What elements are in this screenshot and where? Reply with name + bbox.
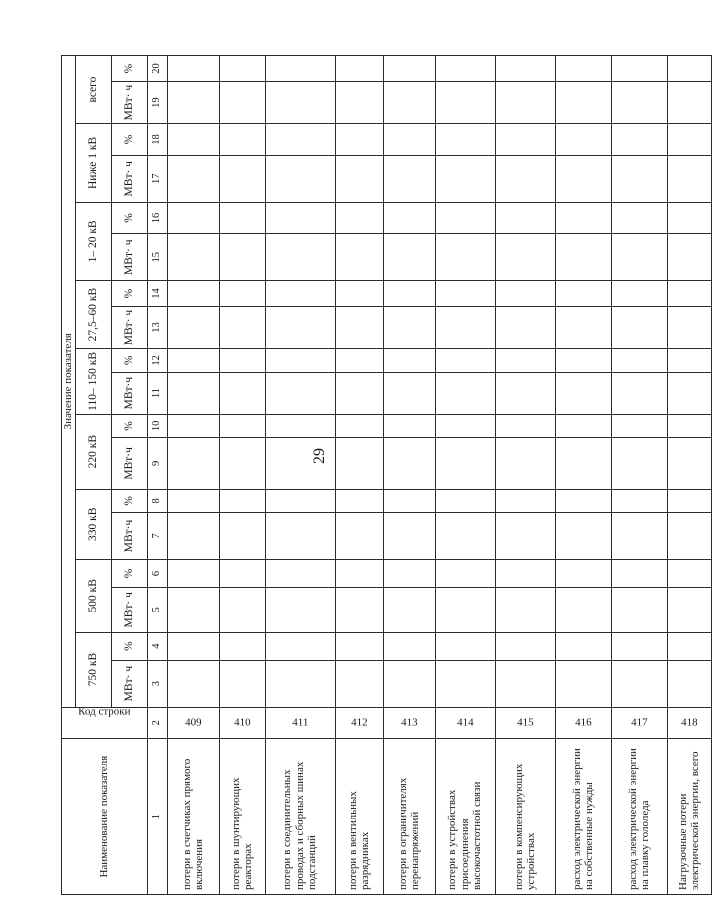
value-cell[interactable] bbox=[611, 155, 667, 202]
value-cell[interactable] bbox=[219, 82, 265, 124]
value-cell[interactable] bbox=[167, 438, 219, 490]
value-cell[interactable] bbox=[495, 414, 555, 437]
row-code: 413 bbox=[400, 716, 418, 729]
value-cell[interactable] bbox=[167, 632, 219, 660]
value-cell[interactable] bbox=[265, 202, 335, 234]
value-cell[interactable] bbox=[555, 56, 611, 82]
row-name: потери в компенсирующих устройствах bbox=[495, 739, 555, 895]
value-cell[interactable] bbox=[167, 202, 219, 234]
value-cell[interactable] bbox=[495, 588, 555, 633]
voltage-header-500: 500 кВ bbox=[75, 559, 111, 632]
value-cell[interactable] bbox=[383, 234, 435, 281]
value-cell[interactable] bbox=[667, 281, 711, 307]
value-cell[interactable] bbox=[495, 234, 555, 281]
rotated-form-table bbox=[61, 55, 702, 895]
value-cell[interactable] bbox=[495, 632, 555, 660]
value-cell[interactable] bbox=[435, 660, 495, 707]
column-number: 19 bbox=[147, 82, 167, 124]
row-code: 412 bbox=[350, 716, 368, 729]
table-row bbox=[265, 56, 335, 895]
value-cell[interactable] bbox=[335, 124, 383, 156]
value-cell[interactable] bbox=[611, 372, 667, 414]
value-cell[interactable] bbox=[167, 660, 219, 707]
value-cell[interactable] bbox=[265, 82, 335, 124]
value-cell[interactable] bbox=[555, 281, 611, 307]
value-cell[interactable] bbox=[383, 489, 435, 512]
value-cell[interactable] bbox=[383, 281, 435, 307]
value-cell[interactable] bbox=[265, 513, 335, 560]
value-cell[interactable] bbox=[611, 559, 667, 587]
unit-pct-110-150: % bbox=[111, 349, 147, 372]
table-row bbox=[611, 56, 667, 895]
column-number: 18 bbox=[147, 124, 167, 156]
row-code-cell bbox=[435, 707, 495, 739]
row-name: потери в счетчиках прямого включения bbox=[167, 739, 219, 895]
value-cell[interactable] bbox=[219, 372, 265, 414]
value-cell[interactable] bbox=[435, 372, 495, 414]
value-cell[interactable] bbox=[667, 124, 711, 156]
row-code-cell bbox=[219, 707, 265, 739]
row-code-cell bbox=[383, 707, 435, 739]
value-cell[interactable] bbox=[495, 513, 555, 560]
value-cell[interactable] bbox=[265, 56, 335, 82]
row-name: потери в вентильных разрядниках bbox=[335, 739, 383, 895]
value-cell[interactable] bbox=[219, 438, 265, 490]
row-code-cell bbox=[611, 707, 667, 739]
value-cell[interactable] bbox=[167, 372, 219, 414]
value-group-header: Значение показателя bbox=[62, 56, 76, 708]
unit-pct-750: % bbox=[111, 632, 147, 660]
column-number: 10 bbox=[147, 414, 167, 437]
column-number: 15 bbox=[147, 234, 167, 281]
value-cell[interactable] bbox=[383, 438, 435, 490]
row-code-cell bbox=[667, 707, 711, 739]
value-cell[interactable] bbox=[611, 489, 667, 512]
value-cell[interactable] bbox=[335, 438, 383, 490]
row-name: потери в соединительных проводах и сборных шинах подстанций bbox=[265, 739, 335, 895]
row-code: 409 bbox=[184, 716, 202, 729]
value-cell[interactable] bbox=[219, 349, 265, 372]
value-cell[interactable] bbox=[611, 281, 667, 307]
unit-mwh-750: МВт· ч bbox=[111, 660, 147, 707]
value-cell[interactable] bbox=[667, 202, 711, 234]
value-cell[interactable] bbox=[495, 155, 555, 202]
row-name: потери в ограничителях перенапряжений bbox=[383, 739, 435, 895]
value-cell[interactable] bbox=[167, 513, 219, 560]
value-cell[interactable] bbox=[495, 281, 555, 307]
value-cell[interactable] bbox=[219, 489, 265, 512]
value-cell[interactable] bbox=[265, 559, 335, 587]
unit-mwh-220: МВт·ч bbox=[111, 438, 147, 490]
row-code-cell bbox=[265, 707, 335, 739]
column-number: 7 bbox=[147, 513, 167, 560]
table-row bbox=[383, 56, 435, 895]
value-cell[interactable] bbox=[435, 202, 495, 234]
value-cell[interactable] bbox=[667, 56, 711, 82]
name-header: Наименование показателя bbox=[62, 739, 148, 895]
row-code: 411 bbox=[292, 716, 309, 729]
value-cell[interactable] bbox=[555, 489, 611, 512]
unit-mwh-330: МВт·ч bbox=[111, 513, 147, 560]
column-number: 9 bbox=[147, 438, 167, 490]
value-cell[interactable] bbox=[383, 349, 435, 372]
value-cell[interactable] bbox=[555, 372, 611, 414]
value-cell[interactable] bbox=[667, 588, 711, 633]
value-cell[interactable] bbox=[555, 155, 611, 202]
value-cell[interactable] bbox=[383, 56, 435, 82]
value-cell[interactable] bbox=[167, 155, 219, 202]
value-cell[interactable] bbox=[435, 438, 495, 490]
value-cell[interactable] bbox=[335, 414, 383, 437]
unit-pct-27-60: % bbox=[111, 281, 147, 307]
value-cell[interactable] bbox=[265, 489, 335, 512]
unit-mwh-below-1: МВт· ч bbox=[111, 155, 147, 202]
value-cell[interactable] bbox=[667, 349, 711, 372]
value-cell[interactable] bbox=[435, 588, 495, 633]
column-number: 14 bbox=[147, 281, 167, 307]
value-cell[interactable] bbox=[555, 513, 611, 560]
row-code: 410 bbox=[233, 716, 251, 729]
value-cell[interactable] bbox=[335, 281, 383, 307]
value-cell[interactable] bbox=[383, 155, 435, 202]
voltage-header-110-150: 110– 150 кВ bbox=[75, 349, 111, 415]
voltage-header-below-1: Ниже 1 кВ bbox=[75, 124, 111, 202]
row-code-cell bbox=[495, 707, 555, 739]
value-cell[interactable] bbox=[667, 489, 711, 512]
value-cell[interactable] bbox=[335, 349, 383, 372]
row-code: 417 bbox=[630, 716, 648, 729]
value-cell[interactable] bbox=[167, 489, 219, 512]
unit-mwh-total: МВт· ч bbox=[111, 82, 147, 124]
value-cell[interactable] bbox=[667, 559, 711, 587]
value-cell[interactable] bbox=[435, 82, 495, 124]
value-cell[interactable] bbox=[667, 306, 711, 348]
value-cell[interactable] bbox=[167, 588, 219, 633]
value-cell[interactable] bbox=[611, 82, 667, 124]
row-code: 414 bbox=[456, 716, 474, 729]
unit-mwh-500: МВт· ч bbox=[111, 588, 147, 633]
row-code-cell bbox=[167, 707, 219, 739]
column-number: 8 bbox=[147, 489, 167, 512]
value-cell[interactable] bbox=[383, 82, 435, 124]
row-code: 418 bbox=[680, 716, 698, 729]
value-cell[interactable] bbox=[667, 155, 711, 202]
value-cell[interactable] bbox=[555, 202, 611, 234]
value-cell[interactable] bbox=[611, 234, 667, 281]
value-cell[interactable] bbox=[383, 124, 435, 156]
row-name: расход электрической энергии на плавку гололеда bbox=[611, 739, 667, 895]
value-cell[interactable] bbox=[335, 155, 383, 202]
value-cell[interactable] bbox=[435, 124, 495, 156]
value-cell[interactable] bbox=[219, 234, 265, 281]
unit-pct-1-20: % bbox=[111, 202, 147, 234]
table-row bbox=[167, 56, 219, 895]
value-cell[interactable] bbox=[435, 234, 495, 281]
value-cell[interactable] bbox=[667, 632, 711, 660]
value-cell[interactable] bbox=[495, 124, 555, 156]
value-cell[interactable] bbox=[335, 202, 383, 234]
value-cell[interactable] bbox=[167, 281, 219, 307]
value-cell[interactable] bbox=[335, 660, 383, 707]
row-code-cell bbox=[335, 707, 383, 739]
row-name: потери в шунтирующих реакторах bbox=[219, 739, 265, 895]
value-cell[interactable] bbox=[667, 372, 711, 414]
column-number: 5 bbox=[147, 588, 167, 633]
value-cell[interactable] bbox=[335, 56, 383, 82]
value-cell[interactable] bbox=[335, 306, 383, 348]
value-cell[interactable] bbox=[335, 489, 383, 512]
voltage-header-total: всего bbox=[75, 56, 111, 124]
unit-mwh-110-150: МВт·ч bbox=[111, 372, 147, 414]
value-cell[interactable] bbox=[555, 306, 611, 348]
value-cell[interactable] bbox=[265, 234, 335, 281]
voltage-header-1-20: 1– 20 кВ bbox=[75, 202, 111, 280]
value-cell[interactable] bbox=[219, 660, 265, 707]
value-cell[interactable] bbox=[383, 559, 435, 587]
value-cell[interactable] bbox=[265, 281, 335, 307]
unit-pct-220: % bbox=[111, 414, 147, 437]
indicator-table bbox=[61, 55, 712, 895]
value-cell[interactable] bbox=[435, 155, 495, 202]
value-cell[interactable] bbox=[611, 660, 667, 707]
value-cell[interactable] bbox=[495, 372, 555, 414]
value-cell[interactable] bbox=[435, 306, 495, 348]
value-cell[interactable] bbox=[555, 349, 611, 372]
value-cell[interactable] bbox=[495, 306, 555, 348]
value-cell[interactable] bbox=[219, 202, 265, 234]
value-cell[interactable] bbox=[219, 124, 265, 156]
value-cell[interactable] bbox=[495, 82, 555, 124]
table-row bbox=[555, 56, 611, 895]
value-cell[interactable] bbox=[219, 559, 265, 587]
value-cell[interactable] bbox=[167, 349, 219, 372]
code-header-text: Код строки bbox=[78, 705, 131, 718]
page-number: 29 bbox=[311, 448, 328, 464]
value-cell[interactable] bbox=[383, 414, 435, 437]
value-cell[interactable] bbox=[167, 124, 219, 156]
value-cell[interactable] bbox=[611, 588, 667, 633]
value-cell[interactable] bbox=[667, 438, 711, 490]
value-cell[interactable] bbox=[167, 234, 219, 281]
value-cell[interactable] bbox=[495, 202, 555, 234]
value-cell[interactable] bbox=[495, 660, 555, 707]
value-cell[interactable] bbox=[611, 306, 667, 348]
value-cell[interactable] bbox=[219, 281, 265, 307]
value-cell[interactable] bbox=[219, 306, 265, 348]
value-cell[interactable] bbox=[555, 559, 611, 587]
value-cell[interactable] bbox=[265, 349, 335, 372]
value-cell[interactable] bbox=[265, 438, 335, 490]
row-code-cell bbox=[555, 707, 611, 739]
column-number: 16 bbox=[147, 202, 167, 234]
column-number: 20 bbox=[147, 56, 167, 82]
value-cell[interactable] bbox=[435, 489, 495, 512]
table-row bbox=[219, 56, 265, 895]
table-row bbox=[335, 56, 383, 895]
value-cell[interactable] bbox=[335, 559, 383, 587]
value-cell[interactable] bbox=[611, 438, 667, 490]
value-cell[interactable] bbox=[667, 82, 711, 124]
unit-mwh-1-20: МВт· ч bbox=[111, 234, 147, 281]
value-cell[interactable] bbox=[335, 588, 383, 633]
value-cell[interactable] bbox=[495, 559, 555, 587]
value-cell[interactable] bbox=[555, 438, 611, 490]
value-cell[interactable] bbox=[611, 632, 667, 660]
value-cell[interactable] bbox=[167, 559, 219, 587]
value-cell[interactable] bbox=[611, 349, 667, 372]
value-cell[interactable] bbox=[265, 124, 335, 156]
value-cell[interactable] bbox=[219, 588, 265, 633]
code-header bbox=[62, 707, 148, 739]
value-cell[interactable] bbox=[435, 414, 495, 437]
unit-pct-500: % bbox=[111, 559, 147, 587]
column-number: 13 bbox=[147, 306, 167, 348]
value-cell[interactable] bbox=[435, 349, 495, 372]
column-number: 2 bbox=[147, 707, 167, 739]
value-cell[interactable] bbox=[383, 513, 435, 560]
value-cell[interactable] bbox=[383, 202, 435, 234]
row-name: потери в устройствах присоединения высокочастотной связи bbox=[435, 739, 495, 895]
value-cell[interactable] bbox=[495, 56, 555, 82]
value-cell[interactable] bbox=[383, 372, 435, 414]
table-row bbox=[495, 56, 555, 895]
value-cell[interactable] bbox=[265, 306, 335, 348]
value-cell[interactable] bbox=[667, 234, 711, 281]
column-number: 11 bbox=[147, 372, 167, 414]
value-cell[interactable] bbox=[611, 124, 667, 156]
value-cell[interactable] bbox=[495, 349, 555, 372]
column-number-row bbox=[147, 56, 167, 895]
column-number: 17 bbox=[147, 155, 167, 202]
value-cell[interactable] bbox=[667, 414, 711, 437]
value-cell[interactable] bbox=[219, 56, 265, 82]
value-cell[interactable] bbox=[611, 56, 667, 82]
row-code: 415 bbox=[516, 716, 534, 729]
value-cell[interactable] bbox=[555, 660, 611, 707]
value-cell[interactable] bbox=[383, 306, 435, 348]
row-name: Нагрузочные потери электрической энергии, всего bbox=[667, 739, 711, 895]
value-cell[interactable] bbox=[435, 513, 495, 560]
table-row bbox=[667, 56, 711, 895]
value-cell[interactable] bbox=[167, 56, 219, 82]
table-row bbox=[435, 56, 495, 895]
value-cell[interactable] bbox=[555, 588, 611, 633]
value-cell[interactable] bbox=[435, 281, 495, 307]
value-cell[interactable] bbox=[335, 234, 383, 281]
value-cell[interactable] bbox=[555, 82, 611, 124]
value-cell[interactable] bbox=[265, 660, 335, 707]
value-cell[interactable] bbox=[265, 155, 335, 202]
unit-pct-330: % bbox=[111, 489, 147, 512]
voltage-header-330: 330 кВ bbox=[75, 489, 111, 559]
value-cell[interactable] bbox=[219, 632, 265, 660]
value-cell[interactable] bbox=[435, 56, 495, 82]
row-code: 416 bbox=[574, 716, 592, 729]
value-cell[interactable] bbox=[167, 82, 219, 124]
value-cell[interactable] bbox=[667, 513, 711, 560]
voltage-header-220: 220 кВ bbox=[75, 414, 111, 489]
value-cell[interactable] bbox=[167, 414, 219, 437]
value-cell[interactable] bbox=[335, 372, 383, 414]
value-cell[interactable] bbox=[383, 632, 435, 660]
value-cell[interactable] bbox=[555, 234, 611, 281]
value-cell[interactable] bbox=[435, 632, 495, 660]
value-cell[interactable] bbox=[167, 306, 219, 348]
value-cell[interactable] bbox=[611, 414, 667, 437]
column-number: 1 bbox=[147, 739, 167, 895]
value-cell[interactable] bbox=[265, 632, 335, 660]
column-number: 6 bbox=[147, 559, 167, 587]
row-name: расход электрической энергии на собственные нужды bbox=[555, 739, 611, 895]
voltage-header-750: 750 кВ bbox=[75, 632, 111, 707]
value-cell[interactable] bbox=[265, 414, 335, 437]
value-cell[interactable] bbox=[555, 124, 611, 156]
voltage-header-27-60: 27,5–60 кВ bbox=[75, 281, 111, 349]
value-cell[interactable] bbox=[265, 588, 335, 633]
column-number: 12 bbox=[147, 349, 167, 372]
value-cell[interactable] bbox=[495, 438, 555, 490]
value-cell[interactable] bbox=[335, 513, 383, 560]
value-cell[interactable] bbox=[383, 588, 435, 633]
column-number: 3 bbox=[147, 660, 167, 707]
value-cell[interactable] bbox=[219, 513, 265, 560]
value-cell[interactable] bbox=[555, 414, 611, 437]
value-cell[interactable] bbox=[611, 202, 667, 234]
value-cell[interactable] bbox=[435, 559, 495, 587]
value-cell[interactable] bbox=[335, 632, 383, 660]
value-cell[interactable] bbox=[219, 155, 265, 202]
value-cell[interactable] bbox=[495, 489, 555, 512]
value-cell[interactable] bbox=[383, 660, 435, 707]
unit-mwh-27-60: МВт· ч bbox=[111, 306, 147, 348]
value-cell[interactable] bbox=[335, 82, 383, 124]
value-cell[interactable] bbox=[265, 372, 335, 414]
value-cell[interactable] bbox=[611, 513, 667, 560]
column-number: 4 bbox=[147, 632, 167, 660]
value-cell[interactable] bbox=[219, 414, 265, 437]
value-cell[interactable] bbox=[667, 660, 711, 707]
unit-pct-below-1: % bbox=[111, 124, 147, 156]
unit-pct-total: % bbox=[111, 56, 147, 82]
value-cell[interactable] bbox=[555, 632, 611, 660]
